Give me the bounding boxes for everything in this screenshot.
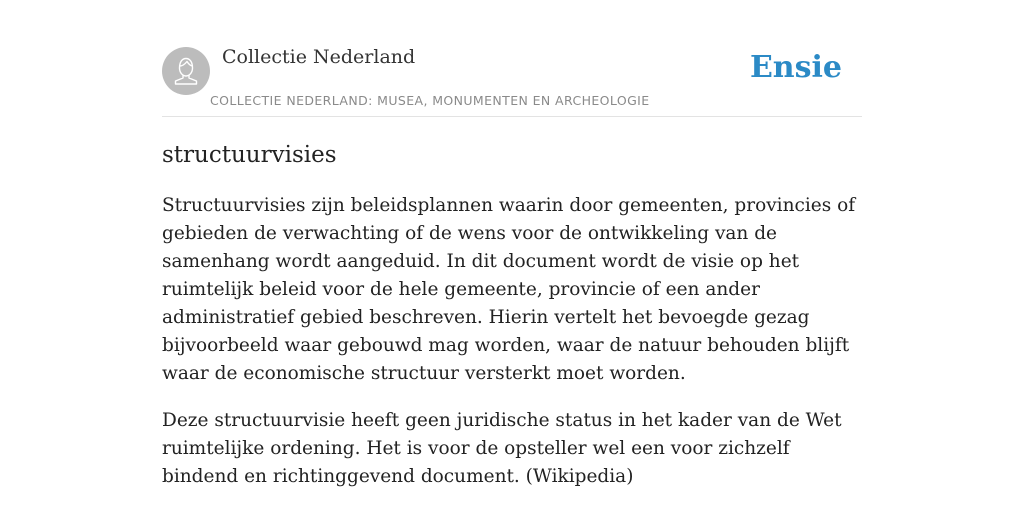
author-name[interactable]: Collectie Nederland <box>222 46 416 68</box>
entry-title: structuurvisies <box>162 142 337 168</box>
collection-subtitle[interactable]: COLLECTIE NEDERLAND: MUSEA, MONUMENTEN EN ARCHEOLOGIE <box>210 93 650 108</box>
user-outline-icon <box>162 47 210 95</box>
entry-content <box>162 140 862 491</box>
entry-header <box>162 40 862 117</box>
entry-paragraph: Deze structuurvisie heeft geen juridische status in het kader van de Wet ruimtelijke ordening. Het is voor de opsteller wel een voor zichzelf bindend en richtinggevend document. (Wikipedia) <box>162 410 842 487</box>
author-avatar[interactable] <box>162 47 210 95</box>
ensie-logo[interactable]: Ensie <box>749 50 842 85</box>
entry-paragraph: Structuurvisies zijn beleidsplannen waarin door gemeenten, provincies of gebieden de verwachting of de wens voor de ontwikkeling van de samenhang wordt aangeduid. In dit document wordt de visie op het ruimtelijk beleid voor de hele gemeente, provincie of een ander administratief gebied beschreven. Hierin vertelt het bevoegde gezag bijvoorbeeld waar gebouwd mag worden, waar de natuur behouden blijft waar de economische structuur versterkt moet worden. <box>162 195 856 384</box>
